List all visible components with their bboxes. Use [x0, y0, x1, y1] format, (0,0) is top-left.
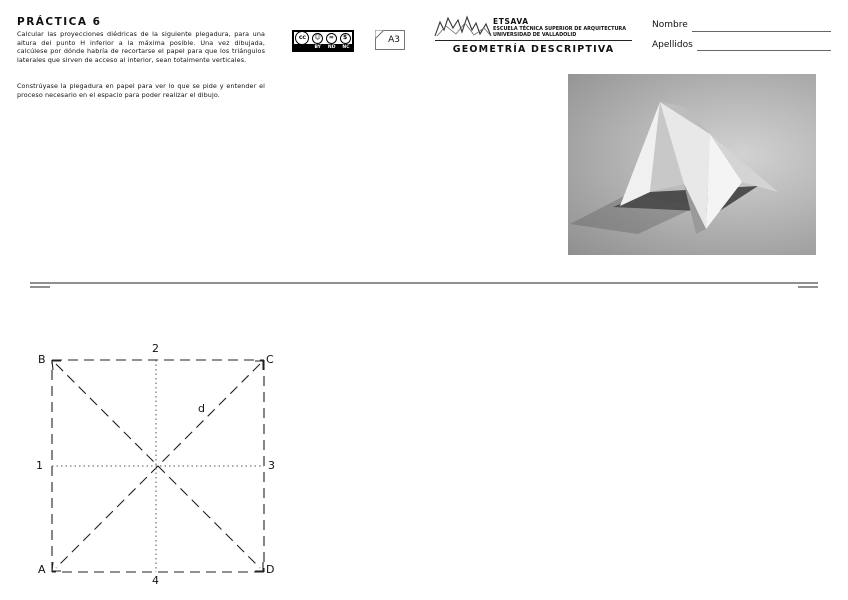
institution-name: ETSAVA [493, 17, 529, 26]
folded-paper-photo [568, 74, 816, 255]
attribution-icon: ☺ [312, 33, 323, 44]
instructions-paragraph-2: Constrúyase la plegadura en papel para ver lo que se pide y entender el proceso necesario en el espacio para poder realizar el dibujo. [17, 82, 265, 99]
header-divider [435, 40, 632, 41]
vertex-label-b: B [38, 353, 46, 366]
midpoint-label-bottom: 4 [152, 574, 159, 587]
arrowhead-d [255, 562, 263, 571]
paper-size-label: A3 [388, 35, 400, 45]
surname-field[interactable] [697, 50, 831, 51]
non-commercial-icon: $ [340, 33, 351, 44]
license-label-nd: ND [327, 45, 336, 50]
vertex-label-c: C [266, 353, 274, 366]
arrowhead-a [52, 562, 61, 571]
subject-title: GEOMETRÍA DESCRIPTIVA [452, 44, 615, 55]
license-label-by: BY [314, 45, 321, 50]
vertex-label-d: D [266, 563, 275, 576]
paper-size-box [375, 30, 405, 50]
no-derivatives-icon: = [326, 33, 337, 44]
midpoint-label-left: 1 [36, 459, 43, 472]
diagonal-label: d [198, 402, 205, 415]
instructions-paragraph-1: Calcular las proyecciones diédricas de la siguiente plegadura, para una altura del punto H inferior a la máxima posible. Una vez dibujada, calcúlese por dónde habría de recortarse el papel para que los triángulos laterales que sirven de acceso al interior, sean totalmente verticales. [17, 30, 265, 65]
name-field[interactable] [692, 31, 831, 32]
arrowhead-b [52, 361, 61, 370]
name-label: Nombre [652, 20, 688, 30]
folding-pattern-drawing [0, 330, 400, 592]
midpoint-label-right: 3 [268, 459, 275, 472]
folded-corner-icon [375, 30, 385, 40]
license-label-nc: NC [342, 45, 350, 50]
cc-icon: cc [295, 31, 309, 45]
vertex-label-a: A [38, 563, 46, 576]
surname-label: Apellidos [652, 40, 693, 50]
creative-commons-license-badge [292, 30, 354, 52]
midpoint-label-top: 2 [152, 342, 159, 355]
practice-title: PRÁCTICA 6 [17, 16, 102, 28]
institution-university: UNIVERSIDAD DE VALLADOLID [493, 32, 577, 38]
institution-school: ESCUELA TÉCNICA SUPERIOR DE ARQUITECTURA [493, 26, 626, 32]
section-divider [0, 276, 848, 296]
etsava-logo-icon [434, 14, 492, 38]
